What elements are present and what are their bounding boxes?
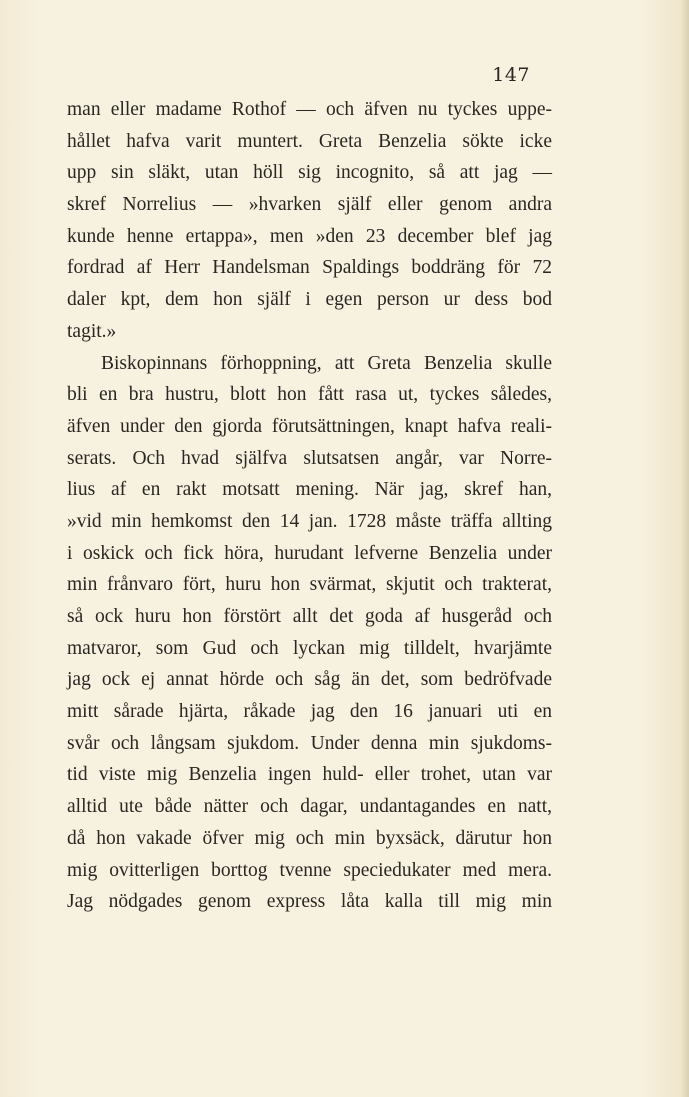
text-line: tid viste mig Benzelia ingen huld- eller trohet, utan var: [67, 764, 552, 786]
text-line: man eller madame Rothof — och äfven nu tyckes uppe-: [67, 99, 552, 120]
text-line: alltid ute både nätter och dagar, undantagandes en natt,: [67, 796, 552, 818]
text-line: mitt sårade hjärta, råkade jag den 16 januari uti en: [67, 701, 552, 723]
text-line: kunde henne ertappa», men »den 23 december blef jag: [67, 225, 552, 247]
text-line: i oskick och fick höra, hurudant lefverne Benzelia under: [67, 542, 552, 564]
text-line: matvaror, som Gud och lyckan mig tilldelt, hvarjämte: [67, 637, 552, 659]
text-line: Jag nödgades genom express låta kalla till mig min: [67, 891, 552, 913]
page-number: 147: [492, 64, 530, 86]
text-line: tagit.»: [67, 320, 117, 342]
text-line: fordrad af Herr Handelsman Spaldings boddräng för 72: [67, 257, 552, 279]
text-line: så ock huru hon förstört allt det goda af husgeråd och: [67, 606, 552, 627]
text-line: daler kpt, dem hon själf i egen person ur dess bod: [67, 289, 552, 311]
text-line: lius af en rakt motsatt mening. När jag, skref han,: [67, 479, 552, 501]
text-line: bli en bra hustru, blott hon fått rasa ut, tyckes således,: [67, 384, 552, 406]
text-line: äfven under den gjorda förutsättningen, knapt hafva reali-: [67, 415, 552, 437]
text-line: Biskopinnans förhoppning, att Greta Benzelia skulle: [101, 352, 552, 374]
text-line: skref Norrelius — »hvarken själf eller genom andra: [67, 194, 552, 216]
text-line: hållet hafva varit muntert. Greta Benzelia sökte icke: [67, 130, 552, 152]
text-line: serats. Och hvad själfva slutsatsen angår, var Norre-: [67, 447, 552, 469]
text-line: upp sin släkt, utan höll sig incognito, så att jag —: [67, 162, 552, 184]
body-text: [67, 94, 552, 918]
text-line: mig ovitterligen borttog tvenne speciedukater med mera.: [67, 859, 552, 881]
text-line: jag ock ej annat hörde och såg än det, som bedröfvade: [67, 669, 552, 691]
text-line: min frånvaro fört, huru hon svärmat, skjutit och trakterat,: [67, 574, 552, 596]
text-line: då hon vakade öfver mig och min byxsäck, därutur hon: [67, 827, 552, 849]
text-line: svår och långsam sjukdom. Under denna min sjukdoms-: [67, 732, 552, 754]
text-line: »vid min hemkomst den 14 jan. 1728 måste träffa allting: [67, 510, 552, 532]
